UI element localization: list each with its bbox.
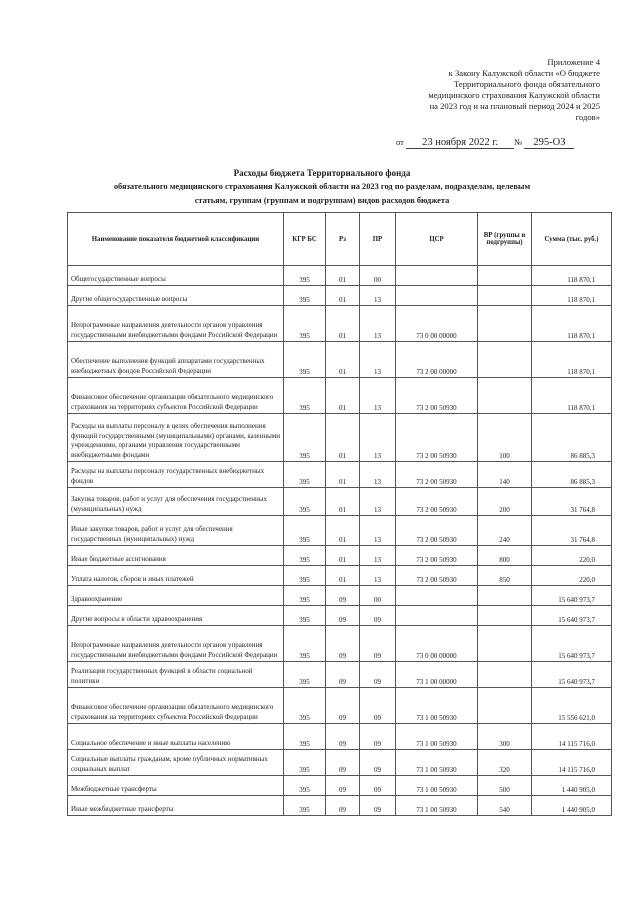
cell-vr: 140 <box>478 462 532 488</box>
table-row <box>68 626 612 662</box>
table-row <box>68 566 612 586</box>
cell-pr: 09 <box>360 796 396 816</box>
cell-rz: 01 <box>326 462 360 488</box>
cell-pr: 13 <box>360 414 396 462</box>
cell-csr: 73 2 00 50930 <box>396 378 478 414</box>
cell-sum: 31 764,8 <box>532 488 612 516</box>
table-header-row <box>68 213 612 266</box>
cell-kgr: 395 <box>284 776 326 796</box>
law-number: 295-ОЗ <box>524 137 574 149</box>
cell-pr: 13 <box>360 306 396 342</box>
cell-pr: 13 <box>360 516 396 546</box>
cell-vr <box>478 662 532 688</box>
cell-csr <box>396 286 478 306</box>
cell-csr: 73 1 00 00000 <box>396 662 478 688</box>
cell-vr: 240 <box>478 516 532 546</box>
cell-rz: 09 <box>326 626 360 662</box>
cell-kgr: 395 <box>284 462 326 488</box>
cell-name: Межбюджетные трансферты <box>68 776 284 796</box>
cell-kgr: 395 <box>284 266 326 286</box>
header-csr: ЦСР <box>396 213 478 266</box>
appendix-line: Приложение 4 <box>547 57 600 67</box>
cell-kgr: 395 <box>284 306 326 342</box>
date-prefix: от <box>396 137 404 147</box>
cell-rz: 09 <box>326 586 360 606</box>
cell-name: Расходы на выплаты персоналу государственных внебюджетных фондов <box>68 462 284 488</box>
cell-sum: 118 870,1 <box>532 266 612 286</box>
table-row <box>68 688 612 724</box>
cell-name: Непрограммные направления деятельности органов управления государственными внебюджетными фондами Российской Федерации <box>68 306 284 342</box>
title-line-2: обязательного медицинского страхования Калужской области на 2023 год по разделам, подразделам, целевым <box>113 182 531 191</box>
table-row <box>68 266 612 286</box>
cell-pr: 09 <box>360 776 396 796</box>
cell-vr: 320 <box>478 750 532 776</box>
cell-sum: 220,0 <box>532 566 612 586</box>
cell-kgr: 395 <box>284 606 326 626</box>
title-line-3: статьям, группам (группам и подгруппам) видов расходов бюджета <box>194 196 450 205</box>
header-vr: ВР (группы и подгруппы) <box>478 213 532 266</box>
header-name: Наименование показателя бюджетной классификации <box>68 213 284 266</box>
cell-csr <box>396 606 478 626</box>
appendix-line: на 2023 год и на плановый период 2024 и 2025 <box>429 101 600 111</box>
cell-kgr: 395 <box>284 750 326 776</box>
cell-vr <box>478 626 532 662</box>
cell-sum: 15 556 621,0 <box>532 688 612 724</box>
cell-sum: 14 115 716,0 <box>532 724 612 750</box>
cell-csr: 73 2 00 00000 <box>396 342 478 378</box>
cell-pr: 09 <box>360 750 396 776</box>
table-row <box>68 462 612 488</box>
table-row <box>68 286 612 306</box>
cell-name: Обеспечение выполнения функций аппаратами государственных внебюджетных фондов Российской Федерации <box>68 342 284 378</box>
cell-kgr: 395 <box>284 546 326 566</box>
cell-csr: 73 2 00 50930 <box>396 546 478 566</box>
cell-csr: 73 1 00 50930 <box>396 796 478 816</box>
cell-rz: 01 <box>326 378 360 414</box>
cell-name: Расходы на выплаты персоналу в целях обеспечения выполнения функций государственными (муниципальными) органами, казенными учреждениями, органами управления государственными внебюджетными фондами <box>68 414 284 462</box>
table-row <box>68 546 612 566</box>
table-row <box>68 796 612 816</box>
cell-name: Финансовое обеспечение организации обязательного медицинского страхования на территориях субъектов Российской Федерации <box>68 688 284 724</box>
cell-vr <box>478 606 532 626</box>
table-body <box>68 266 612 816</box>
cell-pr: 13 <box>360 342 396 378</box>
cell-csr: 73 1 00 50930 <box>396 724 478 750</box>
table-row <box>68 776 612 796</box>
cell-sum: 15 640 973,7 <box>532 662 612 688</box>
appendix-line: годов» <box>575 112 600 122</box>
table-row <box>68 750 612 776</box>
cell-vr <box>478 266 532 286</box>
cell-name: Социальные выплаты гражданам, кроме публичных нормативных социальных выплат <box>68 750 284 776</box>
cell-vr: 100 <box>478 414 532 462</box>
cell-csr <box>396 266 478 286</box>
cell-pr: 00 <box>360 586 396 606</box>
cell-sum: 15 640 973,7 <box>532 606 612 626</box>
cell-name: Реализация государственных функций в области социальной политики <box>68 662 284 688</box>
cell-pr: 13 <box>360 286 396 306</box>
document-title <box>62 166 582 208</box>
cell-csr: 73 2 00 50930 <box>396 414 478 462</box>
cell-sum: 118 870,1 <box>532 286 612 306</box>
cell-pr: 13 <box>360 546 396 566</box>
cell-kgr: 395 <box>284 724 326 750</box>
cell-pr: 13 <box>360 462 396 488</box>
cell-name: Финансовое обеспечение организации обязательного медицинского страхования на территориях субъектов Российской Федерации <box>68 378 284 414</box>
cell-rz: 01 <box>326 266 360 286</box>
cell-pr: 09 <box>360 606 396 626</box>
cell-vr <box>478 586 532 606</box>
cell-name: Иные закупки товаров, работ и услуг для обеспечения государственных (муниципальных) нужд <box>68 516 284 546</box>
cell-vr: 200 <box>478 488 532 516</box>
table-row <box>68 662 612 688</box>
table-row <box>68 586 612 606</box>
cell-vr <box>478 286 532 306</box>
cell-name: Другие вопросы в области здравоохранения <box>68 606 284 626</box>
cell-sum: 118 870,1 <box>532 378 612 414</box>
cell-name: Иные бюджетные ассигнования <box>68 546 284 566</box>
cell-vr: 500 <box>478 776 532 796</box>
cell-rz: 01 <box>326 488 360 516</box>
budget-table <box>67 212 612 816</box>
cell-sum: 14 115 716,0 <box>532 750 612 776</box>
number-prefix: № <box>514 137 523 147</box>
cell-name: Иные межбюджетные трансферты <box>68 796 284 816</box>
cell-sum: 1 440 905,0 <box>532 776 612 796</box>
cell-rz: 01 <box>326 516 360 546</box>
cell-vr <box>478 378 532 414</box>
cell-vr <box>478 688 532 724</box>
cell-csr: 73 2 00 50930 <box>396 488 478 516</box>
cell-rz: 01 <box>326 306 360 342</box>
table-row <box>68 306 612 342</box>
cell-kgr: 395 <box>284 378 326 414</box>
cell-kgr: 395 <box>284 626 326 662</box>
cell-rz: 09 <box>326 796 360 816</box>
cell-pr: 13 <box>360 378 396 414</box>
cell-pr: 09 <box>360 688 396 724</box>
cell-sum: 86 885,3 <box>532 414 612 462</box>
cell-rz: 09 <box>326 776 360 796</box>
table-row <box>68 516 612 546</box>
appendix-block <box>360 57 600 123</box>
cell-kgr: 395 <box>284 796 326 816</box>
cell-kgr: 395 <box>284 342 326 378</box>
cell-pr: 09 <box>360 724 396 750</box>
cell-name: Общегосударственные вопросы <box>68 266 284 286</box>
cell-csr: 73 0 00 00000 <box>396 626 478 662</box>
cell-rz: 01 <box>326 566 360 586</box>
cell-sum: 220,0 <box>532 546 612 566</box>
table-row <box>68 606 612 626</box>
cell-name: Уплата налогов, сборов и иных платежей <box>68 566 284 586</box>
table-row <box>68 724 612 750</box>
cell-rz: 09 <box>326 662 360 688</box>
cell-name: Другие общегосударственные вопросы <box>68 286 284 306</box>
cell-kgr: 395 <box>284 586 326 606</box>
cell-csr: 73 1 00 50930 <box>396 750 478 776</box>
law-date-line <box>396 137 606 149</box>
cell-kgr: 395 <box>284 286 326 306</box>
cell-sum: 86 885,3 <box>532 462 612 488</box>
cell-rz: 01 <box>326 414 360 462</box>
cell-vr: 850 <box>478 566 532 586</box>
law-date: 23 ноября 2022 г. <box>406 137 514 149</box>
cell-rz: 09 <box>326 724 360 750</box>
cell-rz: 09 <box>326 688 360 724</box>
cell-vr: 800 <box>478 546 532 566</box>
cell-sum: 118 870,1 <box>532 306 612 342</box>
cell-pr: 09 <box>360 626 396 662</box>
cell-vr <box>478 306 532 342</box>
cell-name: Социальное обеспечение и иные выплаты населению <box>68 724 284 750</box>
cell-rz: 09 <box>326 606 360 626</box>
cell-vr: 300 <box>478 724 532 750</box>
appendix-line: медицинского страхования Калужской области <box>428 90 600 100</box>
header-rz: Рз <box>326 213 360 266</box>
cell-name: Непрограммные направления деятельности органов управления государственными внебюджетными фондами Российской Федерации <box>68 626 284 662</box>
table-row <box>68 488 612 516</box>
cell-kgr: 395 <box>284 662 326 688</box>
cell-csr: 73 0 00 00000 <box>396 306 478 342</box>
cell-name: Закупка товаров, работ и услуг для обеспечения государственных (муниципальных) нужд <box>68 488 284 516</box>
cell-pr: 13 <box>360 488 396 516</box>
cell-csr <box>396 586 478 606</box>
cell-rz: 01 <box>326 342 360 378</box>
cell-sum: 15 640 973,7 <box>532 586 612 606</box>
cell-kgr: 395 <box>284 688 326 724</box>
cell-rz: 01 <box>326 286 360 306</box>
title-line-1: Расходы бюджета Территориального фонда <box>233 168 411 178</box>
cell-rz: 01 <box>326 546 360 566</box>
appendix-line: к Закону Калужской области «О бюджете <box>448 68 600 78</box>
cell-csr: 73 1 00 50930 <box>396 688 478 724</box>
cell-kgr: 395 <box>284 566 326 586</box>
cell-vr: 540 <box>478 796 532 816</box>
cell-sum: 15 640 973,7 <box>532 626 612 662</box>
cell-sum: 31 764,8 <box>532 516 612 546</box>
cell-vr <box>478 342 532 378</box>
cell-kgr: 395 <box>284 414 326 462</box>
table-row <box>68 342 612 378</box>
table-row <box>68 378 612 414</box>
cell-kgr: 395 <box>284 488 326 516</box>
cell-name: Здравоохранение <box>68 586 284 606</box>
table-row <box>68 414 612 462</box>
cell-csr: 73 2 00 50930 <box>396 566 478 586</box>
cell-csr: 73 2 00 50930 <box>396 462 478 488</box>
cell-kgr: 395 <box>284 516 326 546</box>
header-sum: Сумма (тыс. руб.) <box>532 213 612 266</box>
cell-csr: 73 1 00 50930 <box>396 776 478 796</box>
header-pr: ПР <box>360 213 396 266</box>
cell-pr: 00 <box>360 266 396 286</box>
appendix-line: Территориального фонда обязательного <box>454 79 600 89</box>
cell-pr: 13 <box>360 566 396 586</box>
header-kgr: КГР БС <box>284 213 326 266</box>
cell-csr: 73 2 00 50930 <box>396 516 478 546</box>
cell-sum: 1 440 905,0 <box>532 796 612 816</box>
cell-pr: 09 <box>360 662 396 688</box>
cell-sum: 118 870,1 <box>532 342 612 378</box>
cell-rz: 09 <box>326 750 360 776</box>
